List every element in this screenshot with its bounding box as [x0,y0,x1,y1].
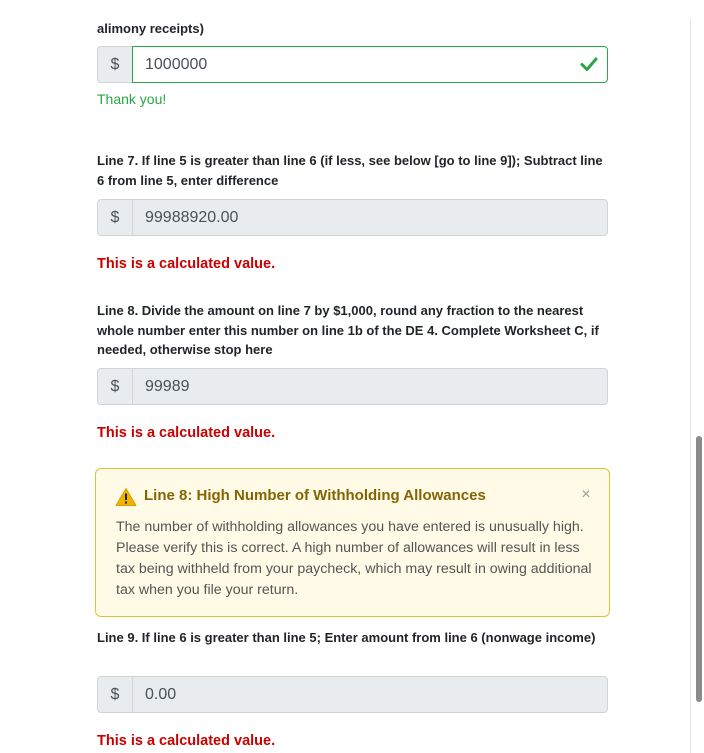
line6-amount-input[interactable] [132,46,608,83]
line8-input-group [97,368,608,405]
line9-currency-prefix: $ [97,676,132,713]
line8-amount-input[interactable] [132,368,608,405]
line7-label: Line 7. If line 5 is greater than line 6 (if less, see below [go to line 9]); Subtract line 6 from line 5, enter difference [97,153,603,188]
alert-title: Line 8: High Number of Withholding Allowances [144,487,486,504]
line8-currency-prefix: $ [97,368,132,405]
scrollbar-track[interactable] [690,20,704,753]
line7-currency-prefix: $ [97,199,132,236]
line6-currency-prefix: $ [97,46,132,83]
line7-calculated-note: This is a calculated value. [97,256,276,272]
alert-body: The number of withholding allowances you have entered is unusually high. Please verify this is correct. A high number of allowances will result in less tax being withheld from your paycheck, which may result in owing additional tax when you file your return. [116,519,592,598]
close-icon[interactable]: × [581,486,591,503]
line6-valid-feedback: Thank you! [97,91,167,107]
line7-amount-input[interactable] [132,199,608,236]
line9-label: Line 9. If line 6 is greater than line 5; Enter amount from line 6 (nonwage income) [97,630,596,645]
line8-calculated-note: This is a calculated value. [97,425,276,441]
line8-label: Line 8. Divide the amount on line 7 by $1,000, round any fraction to the nearest whole number enter this number on line 1b of the DE 4. Complete Worksheet C, if needed, otherwise stop here [97,303,599,357]
checkmark-icon [580,55,598,73]
line6-label-tail: alimony receipts) [97,21,204,36]
line7-input-group [97,199,608,236]
line6-input-group [97,46,608,83]
line9-calculated-note: This is a calculated value. [97,733,276,749]
line9-input-group [97,676,608,713]
warning-icon [115,487,137,507]
scrollbar-thumb[interactable] [696,436,702,702]
line9-amount-input[interactable] [132,676,608,713]
withholding-warning-alert [95,468,610,617]
